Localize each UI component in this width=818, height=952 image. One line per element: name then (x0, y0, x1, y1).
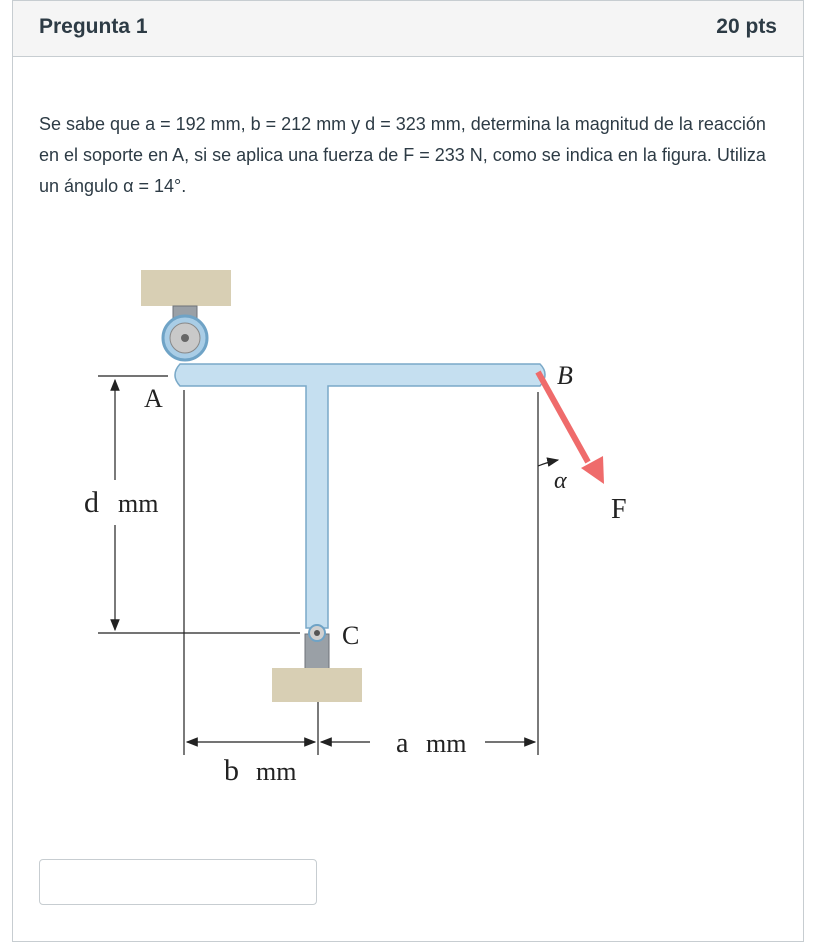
question-title: Pregunta 1 (39, 15, 148, 38)
question-text: Se sabe que a = 192 mm, b = 212 mm y d = 323 mm, determina la magnitud de la reacción en el soporte en A, si se aplica una fuerza de F = 233 N, como se indica en la figura. Utiliza un ángulo α = 14°. (39, 114, 766, 196)
label-b-point: B (557, 361, 573, 390)
label-d-unit: mm (118, 489, 159, 518)
label-d: d (84, 486, 99, 519)
alpha-arc (538, 460, 558, 466)
label-c-point: C (342, 621, 360, 650)
top-support (141, 270, 231, 306)
roller-pin (181, 334, 189, 342)
pin-c-center (314, 630, 320, 636)
question-points: 20 pts (716, 15, 777, 38)
label-a-unit: mm (426, 729, 467, 758)
label-alpha: α (554, 468, 567, 494)
label-b: b (224, 754, 239, 787)
label-b-unit: mm (256, 757, 297, 786)
label-force: F (611, 494, 627, 525)
bottom-support (272, 668, 362, 702)
label-a-point: A (144, 384, 163, 413)
t-beam (175, 364, 545, 628)
label-a: a (396, 728, 409, 759)
